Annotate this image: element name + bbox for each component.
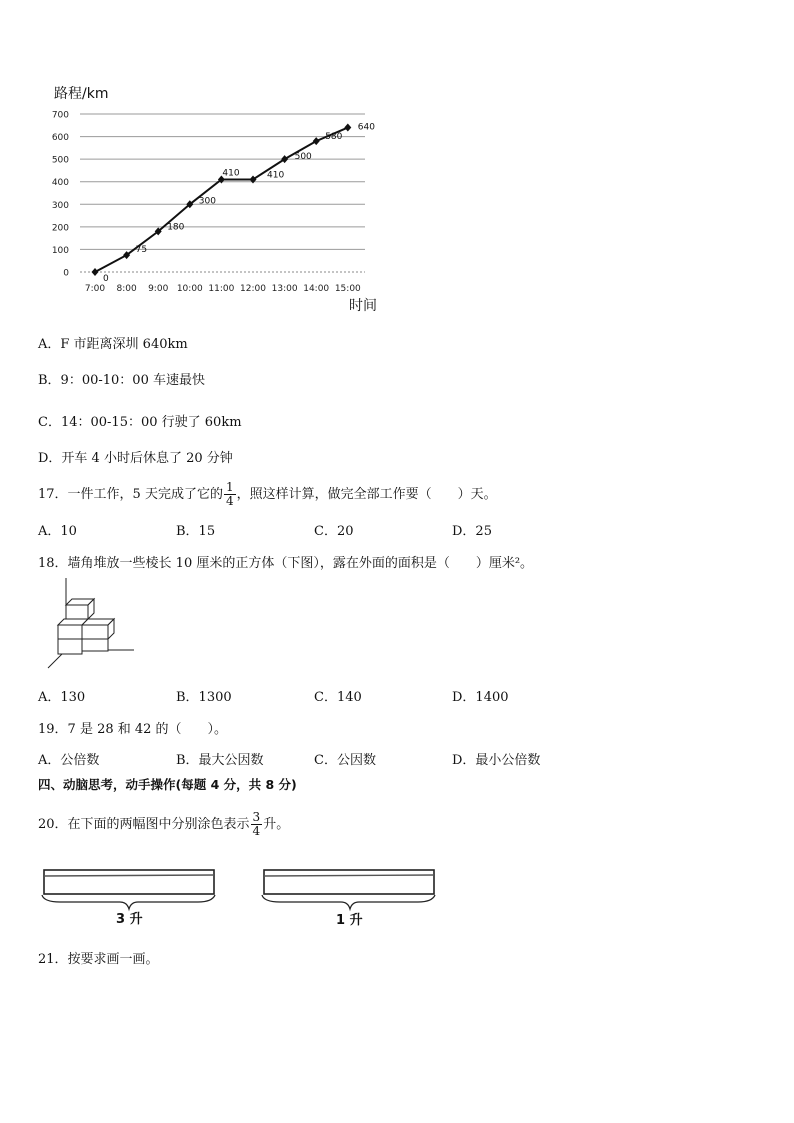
bar-3-liters [42, 870, 215, 909]
bar2-label: 1 升 [336, 913, 363, 928]
q17-option-a: A．10 [38, 524, 77, 539]
data-label: 300 [198, 196, 216, 207]
q17-suffix: ，照这样计算，做完全部工作要（ ）天。 [236, 487, 497, 502]
x-tick-label: 9:00 [148, 284, 169, 294]
data-label: 410 [267, 170, 285, 181]
q18-option-d: D．1400 [452, 690, 509, 705]
q16-option-c: C．14：00-15：00 行驶了 60km [38, 415, 242, 430]
q19-question: 19．7 是 28 和 42 的（ ）。 [38, 722, 228, 737]
x-axis-label: 时间 [349, 298, 377, 314]
q17-fraction [224, 481, 236, 508]
q16-option-d: D．开车 4 小时后休息了 20 分钟 [38, 451, 233, 466]
data-label: 180 [167, 222, 185, 233]
series-line [95, 128, 348, 272]
y-tick-label: 500 [51, 155, 69, 166]
y-tick-label: 0 [63, 268, 69, 279]
x-tick-label: 8:00 [116, 284, 137, 294]
q17-option-b: B．15 [176, 524, 216, 539]
x-tick-label: 13:00 [271, 284, 298, 294]
data-point [250, 175, 257, 183]
x-tick-label: 12:00 [240, 284, 266, 294]
q17-prefix: 17．一件工作，5 天完成了它的 [38, 487, 223, 502]
y-tick-label: 100 [51, 245, 69, 256]
data-label: 0 [103, 274, 109, 284]
q20-frac-den: 4 [252, 824, 261, 838]
distance-time-chart [0, 0, 794, 330]
data-point [281, 155, 288, 163]
x-tick-label: 11:00 [208, 284, 235, 294]
q17-question [38, 481, 497, 508]
q18-question: 18．墙角堆放一些棱长 10 厘米的正方体（下图），露在外面的面积是（ ）厘米²。 [38, 556, 534, 571]
y-tick-label: 300 [51, 200, 69, 211]
y-tick-label: 700 [51, 110, 69, 121]
q18-option-a: A．130 [38, 690, 86, 705]
q20-prefix: 20．在下面的两幅图中分别涂色表示 [38, 817, 250, 832]
q19-option-c: C．公因数 [314, 753, 376, 768]
x-tick-label: 14:00 [303, 284, 330, 294]
q18-option-b: B．1300 [176, 690, 232, 705]
x-tick-label: 10:00 [176, 284, 203, 294]
data-label: 580 [325, 132, 343, 143]
data-label: 640 [357, 122, 375, 133]
data-point [313, 137, 320, 145]
data-label: 410 [222, 168, 240, 179]
q20-question [38, 811, 289, 838]
q20-frac-num: 3 [252, 810, 261, 824]
cube-stack-figure [44, 578, 144, 673]
y-axis-label: 路程/km [54, 86, 109, 102]
q17-frac-den: 4 [225, 494, 234, 508]
section-heading: 四、动脑思考，动手操作(每题 4 分，共 8 分) [38, 777, 297, 792]
q17-frac-num: 1 [225, 480, 234, 494]
q20-suffix: 升。 [263, 817, 290, 832]
data-label: 75 [135, 245, 148, 256]
q17-option-c: C．20 [314, 524, 354, 539]
q19-option-a: A．公倍数 [38, 753, 100, 768]
q19-option-b: B．最大公因数 [176, 753, 264, 768]
q20-fraction [251, 811, 263, 838]
bar1-label: 3 升 [116, 912, 143, 927]
x-tick-label: 15:00 [334, 284, 361, 294]
x-tick-label: 7:00 [84, 284, 106, 294]
q20-bars [0, 862, 794, 932]
q16-option-a: A．F 市距离深圳 640km [38, 337, 188, 352]
y-tick-label: 200 [51, 223, 69, 234]
bar-1-liter [262, 870, 435, 909]
q19-option-d: D．最小公倍数 [452, 753, 541, 768]
q21-question: 21．按要求画一画。 [38, 952, 159, 967]
y-tick-label: 400 [51, 178, 69, 189]
q16-option-b: B．9：00-10：00 车速最快 [38, 373, 205, 388]
data-point [344, 124, 351, 132]
data-label: 500 [294, 152, 312, 163]
y-tick-label: 600 [51, 133, 69, 144]
q17-option-d: D．25 [452, 524, 492, 539]
q18-option-c: C．140 [314, 690, 362, 705]
data-point [92, 268, 99, 276]
